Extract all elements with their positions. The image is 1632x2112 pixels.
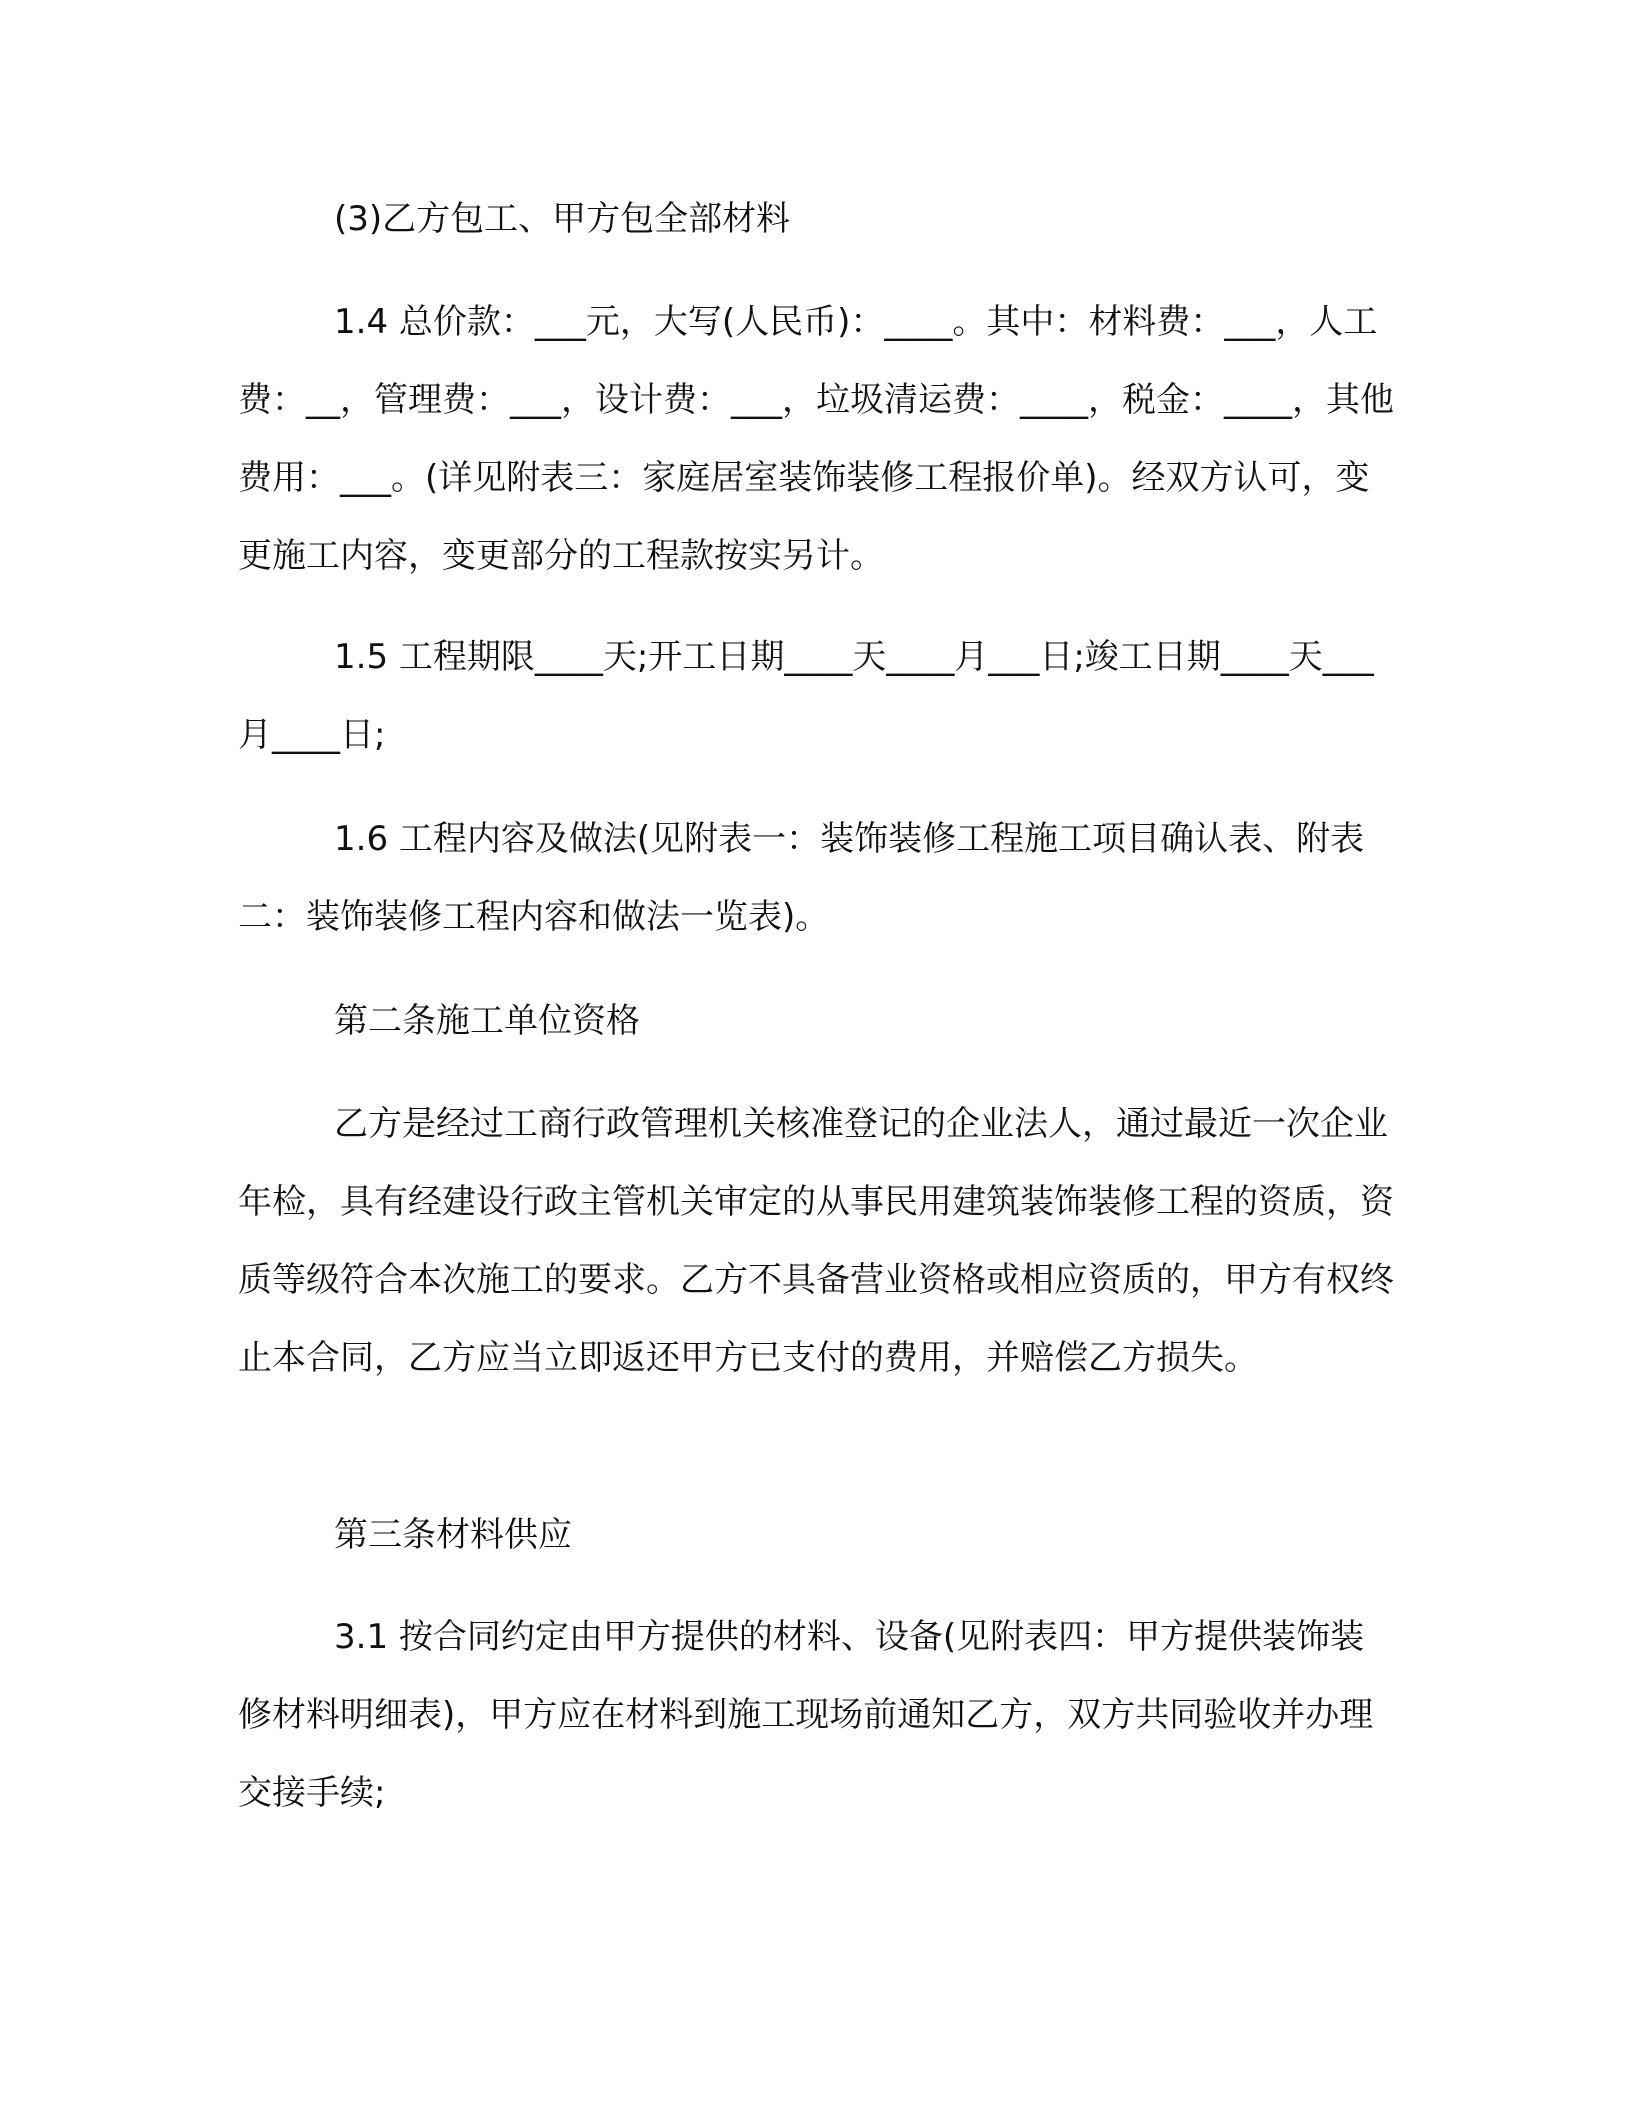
section-heading-article-2: 第二条施工单位资格	[334, 1001, 640, 1041]
paragraph-3-1-material-supply: 3.1 按合同约定由甲方提供的材料、设备(见附表四：甲方提供装饰装修材料明细表)，甲方应在材料到施工现场前通知乙方，双方共同验收并办理交接手续;	[238, 1617, 1374, 1813]
paragraph-1-5-schedule: 1.5 工程期限____天;开工日期____天____月___日;竣工日期____天___月____日;	[238, 637, 1374, 755]
section-heading-article-3: 第三条材料供应	[334, 1515, 572, 1555]
paragraph-1-6-work-content: 1.6 工程内容及做法(见附表一：装饰装修工程施工项目确认表、附表二：装饰装修工程内容和做法一览表)。	[238, 819, 1365, 937]
paragraph-1-4-total-price: 1.4 总价款：___元，大写(人民币)：____。其中：材料费：___，人工费：__，管理费：___，设计费：___，垃圾清运费：____，税金：____，其他费用：___。(详见附表三：家庭居室装饰装修工程报价单)。经双方认可，变更施工内容，变更部分的工程款按实另计。	[238, 302, 1394, 576]
paragraph-contract-type-option-3: (3)乙方包工、甲方包全部材料	[334, 199, 791, 239]
paragraph-contractor-qualification: 乙方是经过工商行政管理机关核准登记的企业法人，通过最近一次企业年检，具有经建设行政主管机关审定的从事民用建筑装饰装修工程的资质，资质等级符合本次施工的要求。乙方不具备营业资格或相应资质的，甲方有权终止本合同，乙方应当立即返还甲方已支付的费用，并赔偿乙方损失。	[238, 1104, 1394, 1378]
